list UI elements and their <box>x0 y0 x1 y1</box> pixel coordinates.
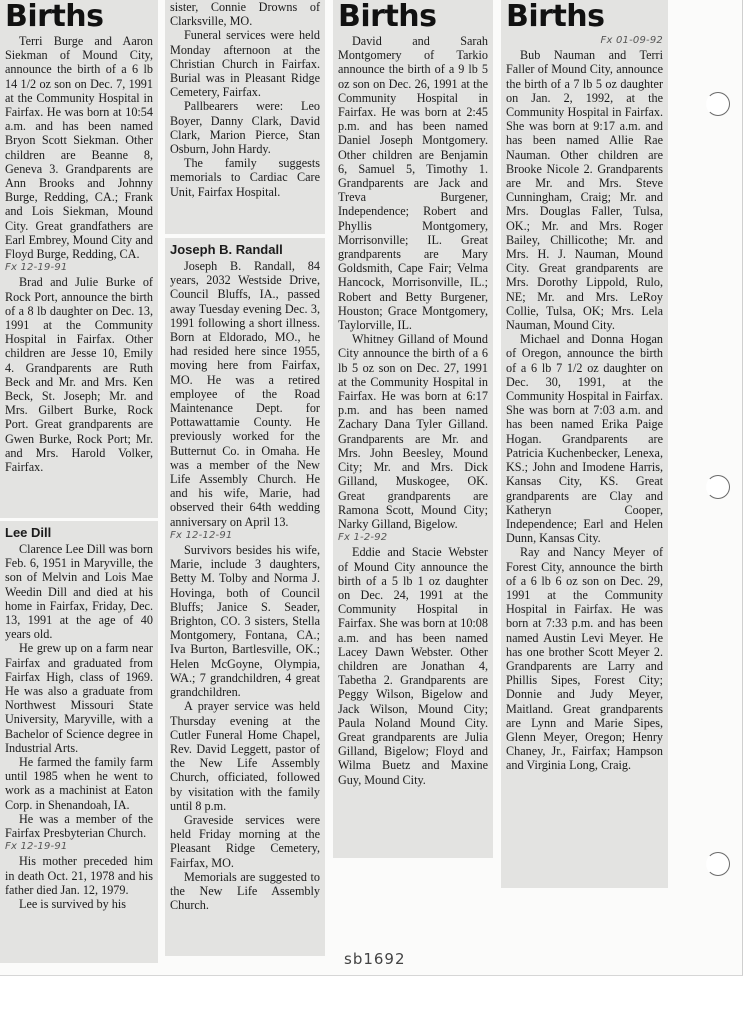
obituary-paragraph: Funeral services were held Monday afternoon at the Christian Church in Fairfax. Burial was in Pleasant Ridge Cemetery, Fairfax. <box>170 28 320 100</box>
clipping-births-montgomery-gilland-webster <box>333 0 493 858</box>
birth-notice: David and Sarah Montgomery of Tarkio announce the birth of a 9 lb 5 oz son on Dec. 26, 1991 at the Community Hospital in Fairfax. He was born at 2:45 p.m. and has been named Daniel Joseph Montgomery. Other children are Benjamin 6, Samuel 5, Timothy 1. Grandparents are Jack and Treva Burgener, Independence; Robert and Phyllis Montgomery, Morrisonville; IL. Great grandparents are Mary Goldsmith, Cape Fair; Velma Hancock, Morrisonville, IL.; Robert and Betty Burgener, Houston; Grace Montgomery, Taylorville, IL. <box>338 34 488 333</box>
obituary-paragraph: Memorials are suggested to the New Life Assembly Church. <box>170 869 320 913</box>
birth-notice: Terri Burge and Aaron Siekman of Mound City, announce the birth of a 6 lb 14 1/2 oz son on Dec. 7, 1991 at the Community Hospital in Fairfax. He was born at 10:54 a.m. and has been named Bryon Scott Siekman. Other children are Beanne 8, Geneva 3. Grandparents are Ann Brooks and Johnny Burge, Redding, CA.; Frank and Lois Siekman, Mound City. Great grandfathers are Earl Embrey, Mound City and Floyd Burge, Redding, CA. <box>5 34 153 262</box>
obituary-paragraph: He grew up on a farm near Fairfax and graduated from Fairfax High, class of 1969. He was also a graduate from Northwest Missouri State University, Maryville, with a Bachelor of Science degree in Industrial Arts. <box>5 641 153 755</box>
obituary-title: Lee Dill <box>5 525 52 540</box>
handwritten-date-note: Fx 12-19-91 <box>5 841 68 853</box>
clipping-obituary-joseph-randall <box>165 238 325 956</box>
obituary-paragraph: Lee is survived by his <box>19 897 126 912</box>
birth-notice: Eddie and Stacie Webster of Mound City announce the birth of a 5 lb 1 oz daughter on Dec. 24, 1991 at the Community Hospital in Fairfax. She was born at 10:08 a.m. and has been named Lacey Dawn Webster. Other children are Jonathan 4, Tabetha 2. Grandparents are Peggy Wilson, Bigelow and Jack Wilson, Mound City; Paula Noland Mound City. Great grandparents are Julia Gilland, Bigelow; Floyd and Wilma Buetz and Maxine Guy, Mound City. <box>338 545 488 787</box>
obituary-paragraph: Graveside services were held Friday morning at the Pleasant Ridge Cemetery, Fairfax, MO. <box>170 812 320 870</box>
clipping-births-nauman-hogan-meyer <box>501 0 668 888</box>
births-header: Births <box>338 0 437 34</box>
handwritten-date-note: Fx 12-12-91 <box>170 529 233 541</box>
birth-notice: Ray and Nancy Meyer of Forest City, announce the birth of a 6 lb 6 oz son on Dec. 29, 1991 at the Community Hospital in Fairfax. He was born at 7:33 p.m. and has been named Austin Levi Meyer. He has one brother Scott Meyer 2. Grandparents are Larry and Phillis Sipes, Forest City; Donnie and Judy Meyer, Maitland. Great grandparents are Lynn and Marie Sipes, Glenn Meyer, Oregon; Henry Chaney, Jr., Fairfax; Hampson and Virginia Long, Craig. <box>506 545 663 773</box>
handwritten-date-note: Fx 01-09-92 <box>600 35 663 46</box>
clipping-births-siekman-burke <box>0 0 158 518</box>
handwritten-date-note: Fx 1-2-92 <box>338 532 388 544</box>
obituary-title: Joseph B. Randall <box>170 242 283 257</box>
handwritten-reference-number: sb1692 <box>344 950 406 968</box>
obituary-paragraph: Clarence Lee Dill was born Feb. 6, 1951 in Maryville, the son of Melvin and Lois Mae Weedin Dill and died at his home in Fairfax, Friday, Dec. 13, 1991 at the age of 40 years old. <box>5 542 154 642</box>
birth-notice: Brad and Julie Burke of Rock Port, announce the birth of a 8 lb daughter on Dec. 13, 1991 at the Community Hospital in Fairfax. Other children are Jesse 10, Emily 4. Grandparents are Ruth Beck and Mr. and Mrs. Ken Beck, St. Joseph; Mr. and Mrs. Gilbert Burke, Rock Port. Great grandparents are Gwen Burke, Rock Port; Mr. and Mrs. Harold Volker, Fairfax. <box>5 275 153 475</box>
handwritten-date-note: Fx 12-19-91 <box>5 262 68 274</box>
obituary-paragraph: Pallbearers were: Leo Boyer, Danny Clark, David Clark, Marion Pierce, Stan Osburn, John Hardy. <box>170 99 320 157</box>
birth-notice: Whitney Gilland of Mound City announce the birth of a 6 lb 5 oz son on Dec. 27, 1991 at the Community Hospital in Fairfax. He was born at 6:17 p.m. and has been named Zachary Dana Tyler Gilland. Grandparents are Mr. and Mrs. John Beesley, Mound City; Mr. and Mrs. Dick Gilland, Muskogee, OK. Great grandparents are Ramona Scott, Mound City; Narky Gilland, Bigelow. <box>338 332 488 531</box>
obituary-paragraph: He farmed the family farm until 1985 when he went to work as a machinist at Eaton Corp. in Shenandoah, IA. <box>5 755 153 812</box>
birth-notice: Bub Nauman and Terri Faller of Mound City, announce the birth of a 7 lb 5 oz daughter on Jan. 2, 1992, at the Community Hospital in Fairfax. She was born at 9:17 a.m. and has been named Allie Rae Nauman. Other children are Brooke Nicole 2. Grandparents are Mr. and Mrs. Steve Cunningham, Craig; Mr. and Mrs. Douglas Faller, Tulsa, OK.; Mr. and Mrs. Roger Bailey, Chillicothe; Mr. and Mrs. H. J. Nauman, Mound City. Great grandparents are Mrs. Dorothy Lippold, Rulo, NE; Mr. and Mrs. LeRoy Collie, Tulsa, OK; Mrs. Lela Nauman, Mound City. <box>506 48 663 333</box>
birth-notice: Michael and Donna Hogan of Oregon, announce the birth of a 6 lb 7 1/2 oz daughter on Dec. 30, 1991, at the Community Hospital in Fairfax. She was born at 7:03 a.m. and has been named Erika Paige Hogan. Grandparents are Patricia Kuchenbecker, Lenexa, KS.; John and Imodene Harris, Kansas City, KS. Great grandparents are Clay and Katheryn Cooper, Independence; Earl and Helen Dunn, Kansas City. <box>506 332 663 546</box>
binder-hole <box>706 92 730 116</box>
binder-hole <box>706 852 730 876</box>
obituary-paragraph: He was a member of the Fairfax Presbyterian Church. <box>5 811 153 841</box>
obituary-paragraph: The family suggests memorials to Cardiac Care Unit, Fairfax Hospital. <box>170 156 320 199</box>
obituary-paragraph: sister, Connie Drowns of Clarksville, MO. <box>170 0 320 29</box>
obituary-paragraph: Survivors besides his wife, Marie, include 3 daughters, Betty M. Tolby and Norma J. Hovinga, both of Council Bluffs; Janice S. Seader, Brighton, CO. 3 sisters, Stella Montgomery, Fontana, CA.; Iva Burton, Bartlesville, OK.; Helen McGoyne, Olympia, WA.; 7 grandchildren, 4 great grandchildren. <box>170 543 320 700</box>
binder-hole <box>706 475 730 499</box>
births-header: Births <box>506 0 605 34</box>
clipping-obituary-continued <box>165 0 325 234</box>
obituary-paragraph: A prayer service was held Thursday evening at the Cutler Funeral Home Chapel, Rev. David Leggett, pastor of the New Life Assembly Church, officiated, followed by visitation with the family until 8 p.m. <box>170 699 320 813</box>
births-header: Births <box>5 0 104 34</box>
obituary-paragraph: Joseph B. Randall, 84 years, 2032 Westside Drive, Council Bluffs, IA., passed away Tuesday evening Dec. 3, 1991 following a short illness. Born at Eldorado, MO., he had resided here since 1955, moving here from Fairfax, MO. He was a retired employee of the Road Maintenance Dept. for Pottawattamie County. He previously worked for the Butternut Co. in Omaha. He was a member of the New Life Assembly Church. He and his wife, Marie, had observed their 64th wedding anniversary on April 13. <box>170 259 320 529</box>
clipping-obituary-lee-dill <box>0 521 158 963</box>
obituary-paragraph: His mother preceded him in death Oct. 21, 1978 and his father died Jan. 12, 1979. <box>5 854 153 897</box>
